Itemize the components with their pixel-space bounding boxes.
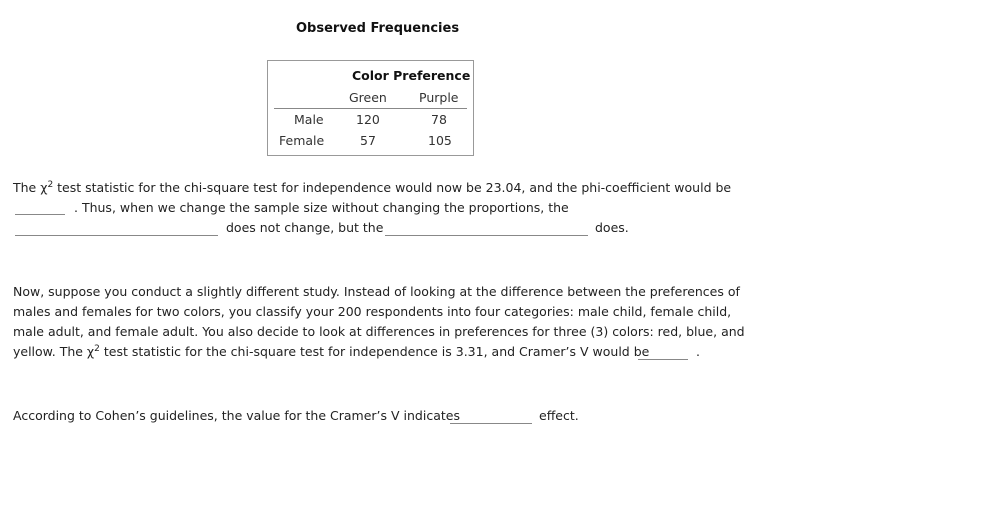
group-header: Color Preference: [352, 68, 471, 83]
paragraph1-line3-mid: does not change, but the: [226, 220, 384, 235]
cell-male-green: 120: [356, 112, 380, 127]
paragraph1-line3-end: does.: [595, 220, 629, 235]
paragraph2-line4-end: .: [696, 344, 700, 359]
cell-male-purple: 78: [431, 112, 447, 127]
header-divider: [274, 108, 467, 109]
changed-statistic-blank[interactable]: [385, 235, 588, 236]
row-label-male: Male: [294, 112, 324, 127]
paragraph2-line2: males and females for two colors, you classify your 200 respondents into four categories: male child, female child,: [13, 304, 732, 319]
table-title: Observed Frequencies: [296, 21, 460, 36]
cell-female-purple: 105: [428, 133, 452, 148]
paragraph2-line1: Now, suppose you conduct a slightly different study. Instead of looking at the difference between the preferences of: [13, 284, 740, 299]
unchanged-statistic-blank[interactable]: [15, 235, 218, 236]
effect-size-blank[interactable]: [450, 423, 532, 424]
column-header-purple: Purple: [419, 90, 459, 105]
paragraph1-line2: . Thus, when we change the sample size without changing the proportions, the: [74, 200, 569, 215]
phi-coefficient-blank[interactable]: [15, 214, 65, 215]
paragraph2-line4: yellow. The $\chi^2$ test statistic for the chi-square test for independence is 3.31, and Cramer’s V would be: [13, 344, 650, 359]
paragraph3-end: effect.: [539, 408, 579, 423]
paragraph2-line3: male adult, and female adult. You also decide to look at differences in preferences for three (3) colors: red, blue, and: [13, 324, 745, 339]
cramers-v-blank[interactable]: [638, 359, 688, 360]
paragraph1-line1: The $\chi^2$ test statistic for the chi-square test for independence would now be 23.04, and the phi-coefficient would be: [13, 180, 732, 195]
observed-frequencies-table: [267, 60, 474, 156]
paragraph3-text: According to Cohen’s guidelines, the value for the Cramer’s V indicates: [13, 408, 460, 423]
row-label-female: Female: [279, 133, 325, 148]
cell-female-green: 57: [360, 133, 376, 148]
column-header-green: Green: [349, 90, 387, 105]
